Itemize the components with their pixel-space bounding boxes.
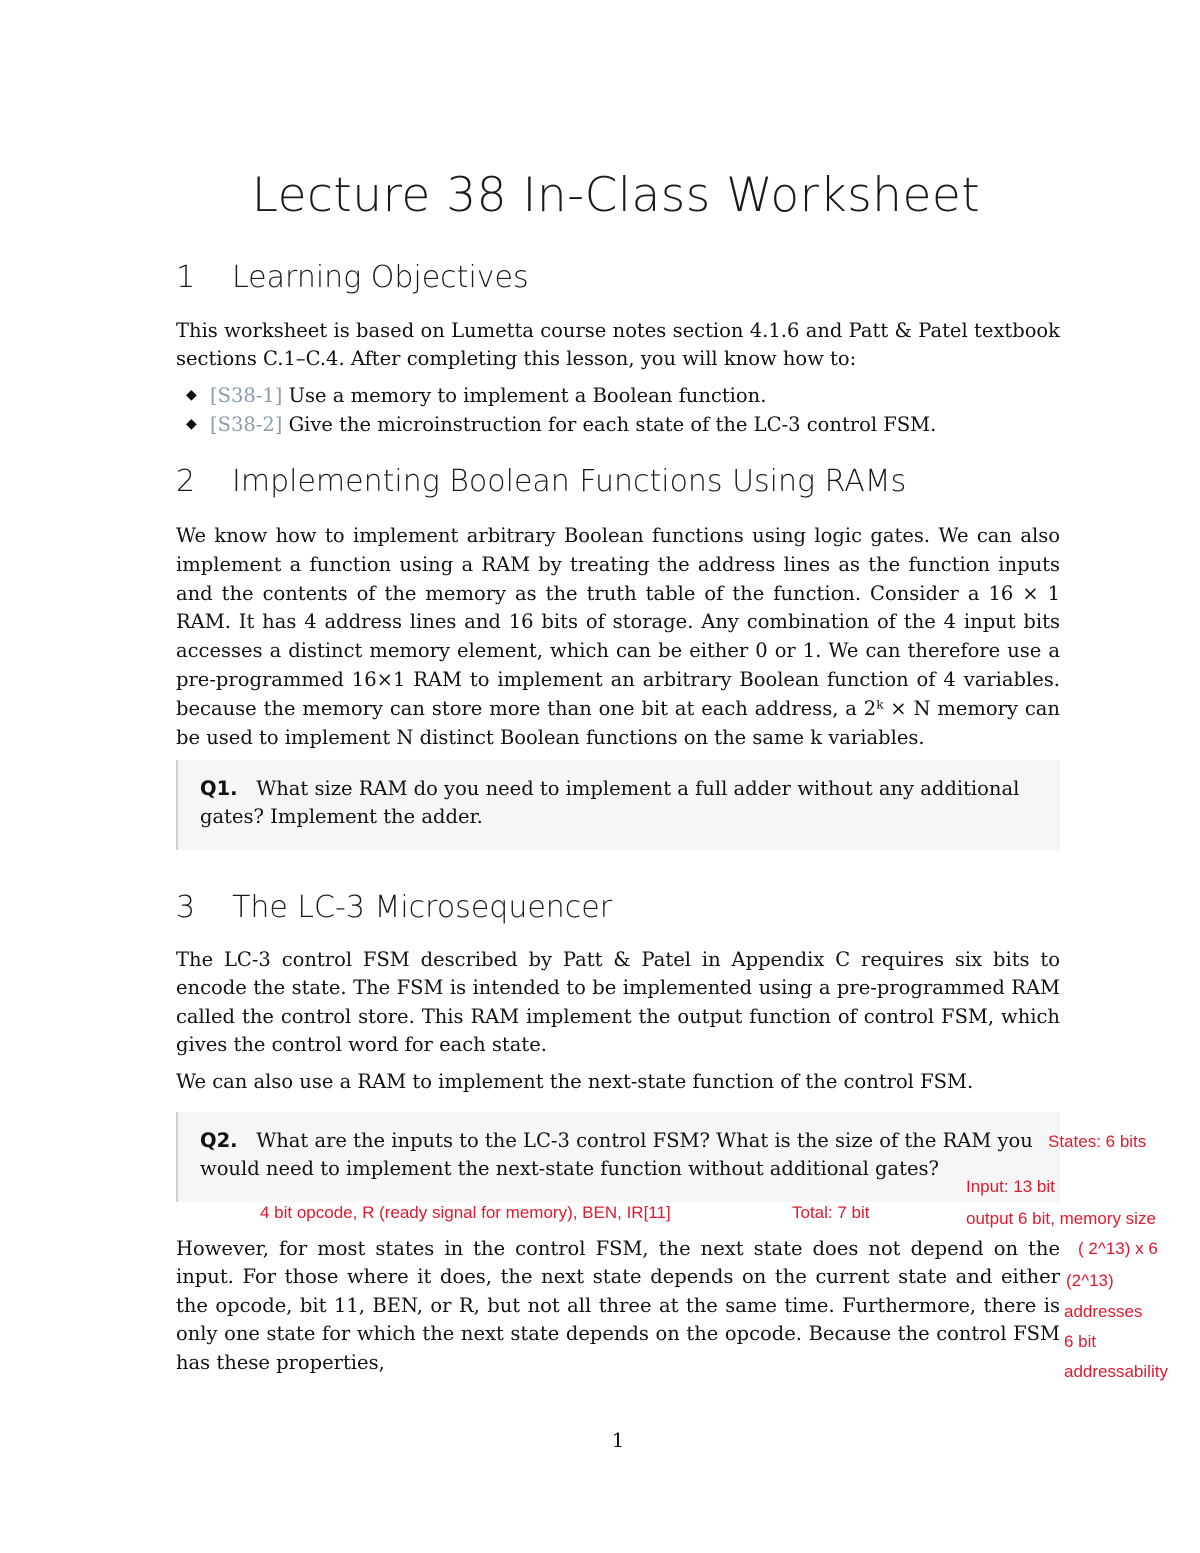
section-title: Learning Objectives xyxy=(232,260,529,295)
question-label: Q1 xyxy=(200,777,231,800)
skill-reference: [S38-1] xyxy=(210,384,283,407)
ram-paragraph: We know how to implement arbitrary Boolean functions using logic gates. We can also implement a function using a RAM by treating the address lines as the function inputs and the contents of the memory as the truth table of the function. Consider a 16 × 1 RAM. It has 4 address lines and 16 bits of storage. Any combination of the 4 input bits accesses a distinct memory element, which can be either 0 or 1. We can therefore use a pre-programmed 16×1 RAM to implement an arbitrary Boolean function of 4 variables. because the memory can store more than one bit at each address, a 2ᵏ × N memory can be used to implement N distinct Boolean functions on the same k variables. xyxy=(176,524,1060,749)
question-body-line-2: would need to implement the next-state function without additional gates? xyxy=(200,1157,940,1180)
question-box-q2 xyxy=(176,1112,1060,1202)
objective-text: Use a memory to implement a Boolean function. xyxy=(288,384,767,407)
objective-text: Give the microinstruction for each state of the LC-3 control FSM. xyxy=(288,413,937,436)
question-text: Q1. What size RAM do you need to implement a full adder without any additional gates? Implement the adder. xyxy=(200,777,1020,828)
section-heading-learning-objectives xyxy=(176,260,529,295)
margin-note: Input: 13 bit xyxy=(966,1177,1055,1196)
question-body: What size RAM do you need to implement a full adder without any additional gates? Implement the adder. xyxy=(200,777,1020,828)
section-heading-microsequencer xyxy=(176,890,612,925)
section-number: 2 xyxy=(176,464,196,499)
section-heading-boolean-rams xyxy=(176,464,906,499)
diamond-bullet-icon: ◆ xyxy=(186,387,197,403)
objectives-list xyxy=(186,381,937,439)
margin-note: (2^13) xyxy=(1066,1271,1114,1290)
question-text: Q2. What are the inputs to the LC-3 control FSM? What is the size of the RAM you would need to implement the next-state function without additional gates? xyxy=(200,1129,1033,1180)
margin-note: States: 6 bits xyxy=(1048,1132,1147,1151)
question-body-line-1: What are the inputs to the LC-3 control FSM? What is the size of the RAM you xyxy=(256,1129,1033,1152)
question-label: Q2 xyxy=(200,1129,231,1152)
margin-note: addresses xyxy=(1064,1302,1143,1321)
intro-paragraph: This worksheet is based on Lumetta course notes section 4.1.6 and Patt & Patel textbook sections C.1–C.4. After completing this lesson, you will know how to: xyxy=(176,319,1060,371)
list-item xyxy=(186,381,936,410)
diamond-bullet-icon: ◆ xyxy=(186,416,197,432)
section-number: 1 xyxy=(176,260,196,295)
skill-reference: [S38-2] xyxy=(210,413,283,436)
margin-note: addressability xyxy=(1064,1362,1168,1381)
section-title: The LC-3 Microsequencer xyxy=(232,890,613,925)
page-title: Lecture 38 In-Class Worksheet xyxy=(251,168,981,223)
section-number: 3 xyxy=(176,890,196,925)
page-number: 1 xyxy=(611,1428,625,1452)
next-state-paragraph: We can also use a RAM to implement the next-state function of the control FSM. xyxy=(176,1070,974,1093)
margin-note: ( 2^13) x 6 xyxy=(1078,1239,1158,1258)
question-box-q1 xyxy=(176,760,1060,850)
margin-note: 6 bit xyxy=(1064,1332,1097,1351)
section-title: Implementing Boolean Functions Using RAMs xyxy=(232,464,907,499)
properties-paragraph: However, for most states in the control FSM, the next state does not depend on the input. For those where it does, the next state depends on the current state and either the opcode, bit 11, BEN, or R, but not all three at the same time. Furthermore, there is only one state for which the next state depends on the opcode. Because the control FSM has these properties, xyxy=(176,1237,1060,1374)
list-item xyxy=(186,410,937,439)
control-store-paragraph: The LC-3 control FSM described by Patt & Patel in Appendix C requires six bits to encode the state. The FSM is intended to be implemented using a pre-programmed RAM called the control store. This RAM implement the output function of control FSM, which gives the control word for each state. xyxy=(176,948,1060,1057)
handwritten-total-answer: Total: 7 bit xyxy=(792,1203,870,1222)
handwritten-inputs-answer: 4 bit opcode, R (ready signal for memory), BEN, IR[11] xyxy=(260,1203,671,1222)
margin-note: output 6 bit, memory size xyxy=(966,1209,1156,1228)
